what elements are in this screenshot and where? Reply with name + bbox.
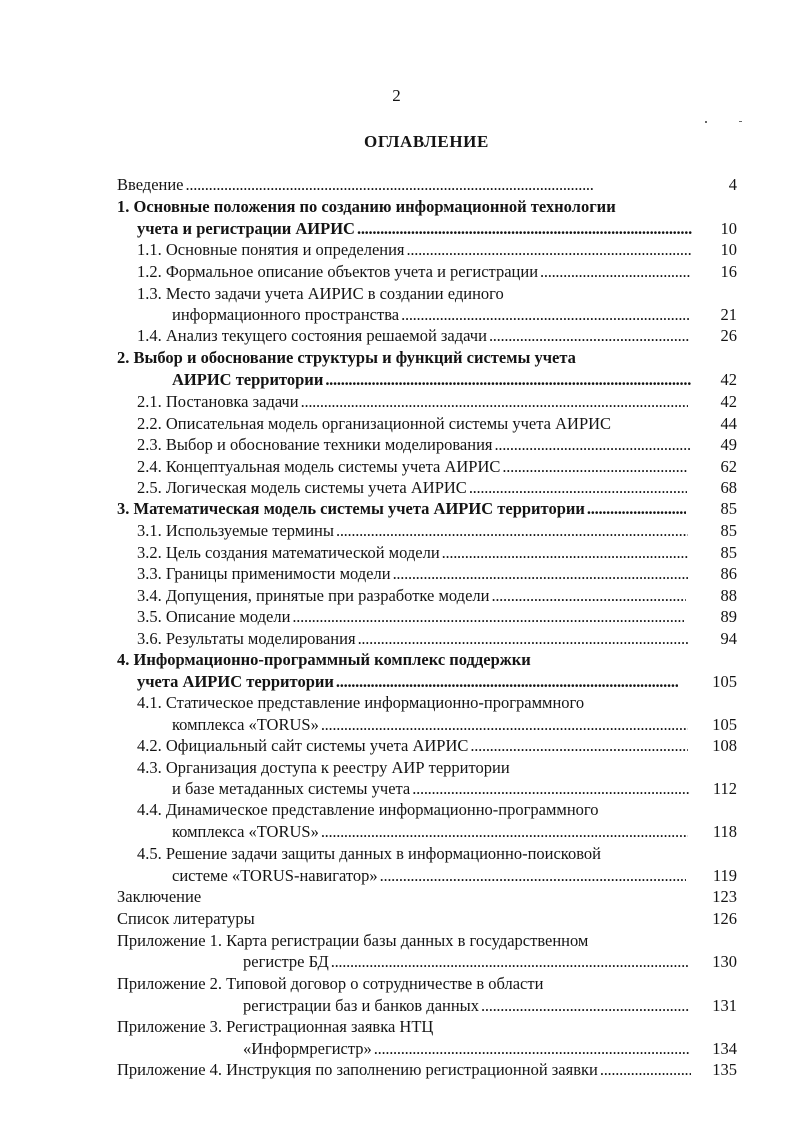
toc-appendix-2-line-1[interactable]: Приложение 2. Типовой договор о сотрудничестве в области (117, 974, 544, 993)
leader-dots (380, 865, 686, 887)
toc-appendix-4[interactable]: Приложение 4. Инструкция по заполнению регистрационной заявки . . . (117, 1059, 692, 1081)
leader-dots (401, 304, 689, 326)
toc-page-number: 21 (720, 305, 737, 324)
toc-section-2-1[interactable]: 2.1. Постановка задачи . . . (137, 391, 689, 413)
toc-page-number: 62 (720, 457, 737, 476)
toc-section-2-4[interactable]: 2.4. Концептуальная модель системы учета АИРИС . . . (137, 456, 688, 478)
toc-page-number: 112 (712, 779, 737, 798)
leader-dots (336, 520, 688, 542)
leader-dots (412, 778, 689, 800)
toc-chapter-2-line-1[interactable]: 2. Выбор и обоснование структуры и функций системы учета (117, 348, 576, 367)
toc-entry-intro[interactable]: Введение . . . (117, 174, 690, 196)
leader-dots (374, 1038, 689, 1060)
toc-page-number: 68 (720, 478, 737, 497)
toc-chapter-2-line-2[interactable]: АИРИС территории . . . (172, 369, 692, 391)
leader-dots (301, 391, 688, 413)
toc-page-number: 89 (720, 607, 737, 626)
toc-page-number: 105 (712, 672, 737, 691)
leader-dots (321, 821, 688, 843)
toc-section-3-3[interactable]: 3.3. Границы применимости модели . . . (137, 563, 689, 585)
toc-section-4-3-line-1[interactable]: 4.3. Организация доступа к реестру АИР территории (137, 758, 510, 777)
toc-page-number: 85 (720, 521, 737, 540)
toc-section-1-3-line-2[interactable]: информационного пространства . . . (172, 304, 690, 326)
toc-page-number: 108 (712, 736, 737, 755)
toc-page-number: 130 (712, 952, 737, 971)
leader-dots (186, 174, 689, 196)
toc-section-2-5[interactable]: 2.5. Логическая модель системы учета АИРИС . . . (137, 477, 688, 499)
toc-page-number: 85 (720, 499, 737, 518)
leader-dots (292, 606, 684, 628)
toc-section-4-4-line-2[interactable]: комплекса «TORUS» . . . (172, 821, 689, 843)
page-number: 2 (392, 86, 401, 105)
toc-page-number: 119 (712, 866, 737, 885)
toc-chapter-1-line-1[interactable]: 1. Основные положения по созданию информационной технологии (117, 197, 616, 216)
leader-dots (407, 239, 691, 261)
toc-page-number: 118 (712, 822, 737, 841)
toc-section-3-6[interactable]: 3.6. Результаты моделирования . . . (137, 628, 689, 650)
leader-dots (393, 563, 688, 585)
leader-dots (600, 1059, 691, 1081)
toc-section-3-1[interactable]: 3.1. Используемые термины . . . (137, 520, 689, 542)
toc-page-number: 134 (712, 1039, 737, 1058)
toc-section-1-3-line-1[interactable]: 1.3. Место задачи учета АИРИС в создании единого (137, 284, 504, 303)
toc-appendix-3-line-2[interactable]: «Информрегистр» . . . (243, 1038, 690, 1060)
leader-dots (495, 434, 692, 456)
toc-chapter-1-line-2[interactable]: учета и регистрации АИРИС . . . (137, 218, 693, 240)
leader-dots (470, 735, 688, 757)
toc-page-number: 44 (720, 414, 737, 433)
toc-page-number: 49 (720, 435, 737, 454)
toc-page-number: 10 (720, 219, 737, 238)
toc-section-2-2[interactable]: 2.2. Описательная модель организационной системы учета АИРИС (137, 414, 612, 433)
toc-section-4-5-line-1[interactable]: 4.5. Решение задачи защиты данных в информационно-поисковой (137, 844, 601, 863)
toc-section-4-3-line-2[interactable]: и базе метаданных системы учета . . . (172, 778, 690, 800)
toc-section-2-3[interactable]: 2.3. Выбор и обоснование техники моделирования . . . (137, 434, 692, 456)
toc-page-number: 105 (712, 715, 737, 734)
toc-page-number: 26 (720, 326, 737, 345)
leader-dots (336, 671, 678, 693)
toc-page-number: 86 (720, 564, 737, 583)
toc-chapter-4-line-1[interactable]: 4. Информационно-программный комплекс поддержки (117, 650, 531, 669)
leader-dots (587, 498, 686, 520)
toc-page-number: 94 (720, 629, 737, 648)
leader-dots (540, 261, 691, 283)
toc-page-number: 135 (712, 1060, 737, 1079)
leader-dots (491, 585, 686, 607)
toc-page-number: 131 (712, 996, 737, 1015)
leader-dots (321, 714, 688, 736)
leader-dots (502, 456, 687, 478)
leader-dots (325, 369, 691, 391)
toc-appendix-1-line-1[interactable]: Приложение 1. Карта регистрации базы данных в государственном (117, 931, 589, 950)
toc-section-4-1-line-2[interactable]: комплекса «TORUS» . . . (172, 714, 689, 736)
toc-section-3-4[interactable]: 3.4. Допущения, принятые при разработке модели . . . (137, 585, 687, 607)
toc-page-number: 42 (720, 370, 737, 389)
leader-dots (469, 477, 687, 499)
toc-appendix-1-line-2[interactable]: регистре БД . . . (243, 951, 690, 973)
toc-section-3-2[interactable]: 3.2. Цель создания математической модели . . . (137, 542, 689, 564)
toc-chapter-3[interactable]: 3. Математическая модель системы учета АИРИС территории . . . (117, 498, 687, 520)
leader-dots (331, 951, 689, 973)
leader-dots (481, 995, 689, 1017)
toc-section-3-5[interactable]: 3.5. Описание модели . . . (137, 606, 685, 628)
toc-section-4-1-line-1[interactable]: 4.1. Статическое представление информационно-программного (137, 693, 585, 712)
toc-entry-conclusion[interactable]: Заключение (117, 887, 202, 906)
leader-dots (489, 325, 689, 347)
toc-chapter-4-line-2[interactable]: учета АИРИС территории . . . (137, 671, 679, 693)
toc-title: ОГЛАВЛЕНИЕ (364, 132, 489, 151)
leader-dots (442, 542, 688, 564)
toc-section-1-1[interactable]: 1.1. Основные понятия и определения . . . (137, 239, 692, 261)
toc-page-number: 16 (720, 262, 737, 281)
toc-section-1-2[interactable]: 1.2. Формальное описание объектов учета и регистрации . . . (137, 261, 692, 283)
toc-page-number: 85 (720, 543, 737, 562)
toc-page-number: 42 (720, 392, 737, 411)
toc-page-number: 126 (712, 909, 737, 928)
toc-section-1-4[interactable]: 1.4. Анализ текущего состояния решаемой задачи . . . (137, 325, 690, 347)
toc-page-number: 123 (712, 887, 737, 906)
toc-section-4-4-line-1[interactable]: 4.4. Динамическое представление информационно-программного (137, 800, 599, 819)
toc-section-4-5-line-2[interactable]: системе «TORUS-навигатор» . . . (172, 865, 687, 887)
leader-dots (358, 628, 688, 650)
toc-entry-literature[interactable]: Список литературы (117, 909, 255, 928)
toc-section-4-2[interactable]: 4.2. Официальный сайт системы учета АИРИС . . . (137, 735, 689, 757)
toc-appendix-3-line-1[interactable]: Приложение 3. Регистрационная заявка НТЦ (117, 1017, 434, 1036)
leader-dots (357, 218, 692, 240)
toc-page-number: 10 (720, 240, 737, 259)
toc-page-number: 88 (720, 586, 737, 605)
toc-appendix-2-line-2[interactable]: регистрации баз и банков данных . . . (243, 995, 690, 1017)
toc-page-number: 4 (728, 175, 737, 194)
